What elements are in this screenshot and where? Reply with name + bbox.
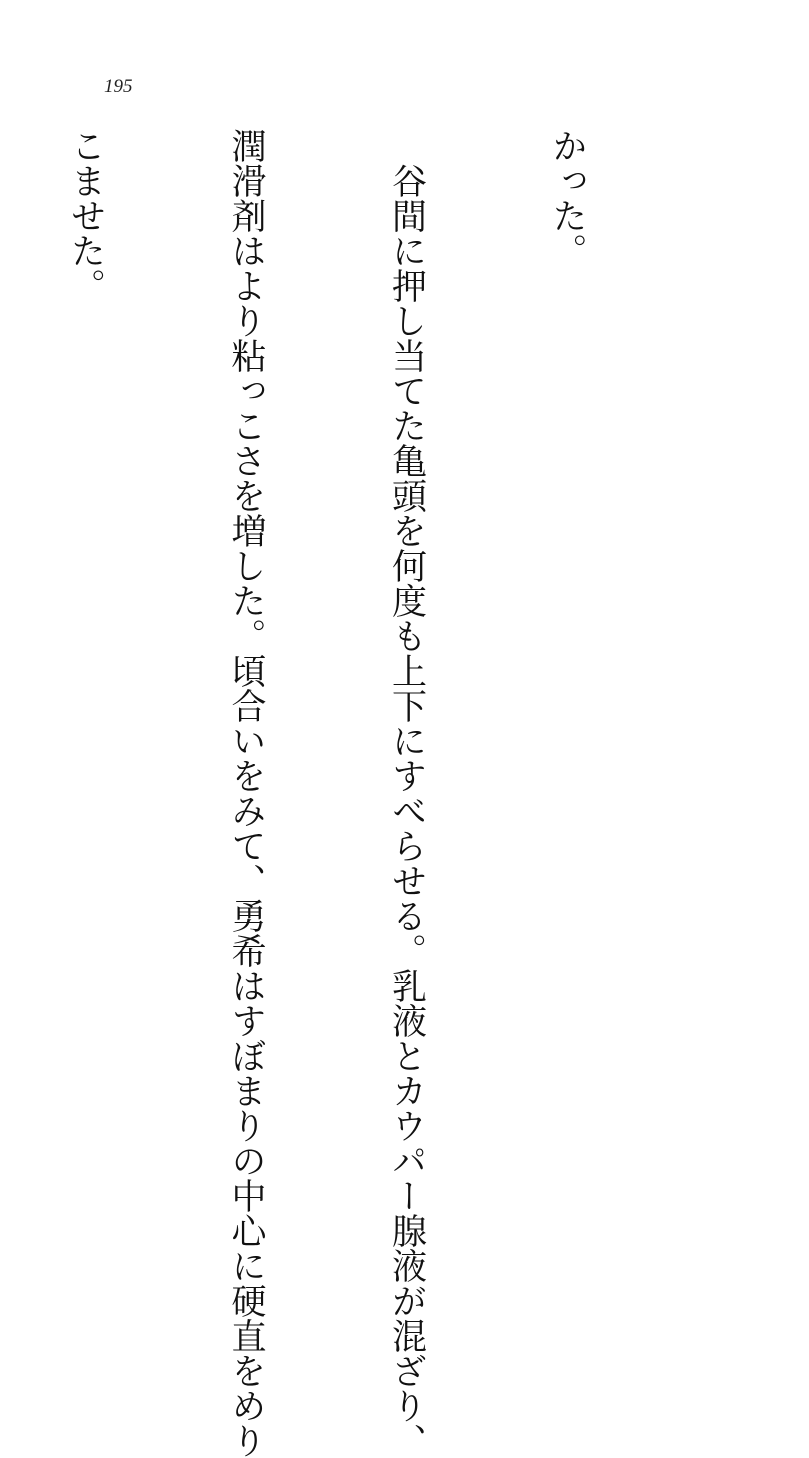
text-line: 潤滑剤はより粘っこさを増した。頃合いをみて、勇希はすぼまりの中心に硬直をめり — [226, 128, 266, 1458]
page-number: 195 — [104, 76, 133, 97]
text-line: こませた。 — [65, 128, 106, 303]
text-line: かった。 — [547, 128, 587, 268]
body-text — [0, 128, 700, 1458]
text-line: 谷間に押し当てた亀頭を何度も上下にすべらせる。乳液とカウパー腺液が混ざり、 — [386, 128, 427, 1458]
